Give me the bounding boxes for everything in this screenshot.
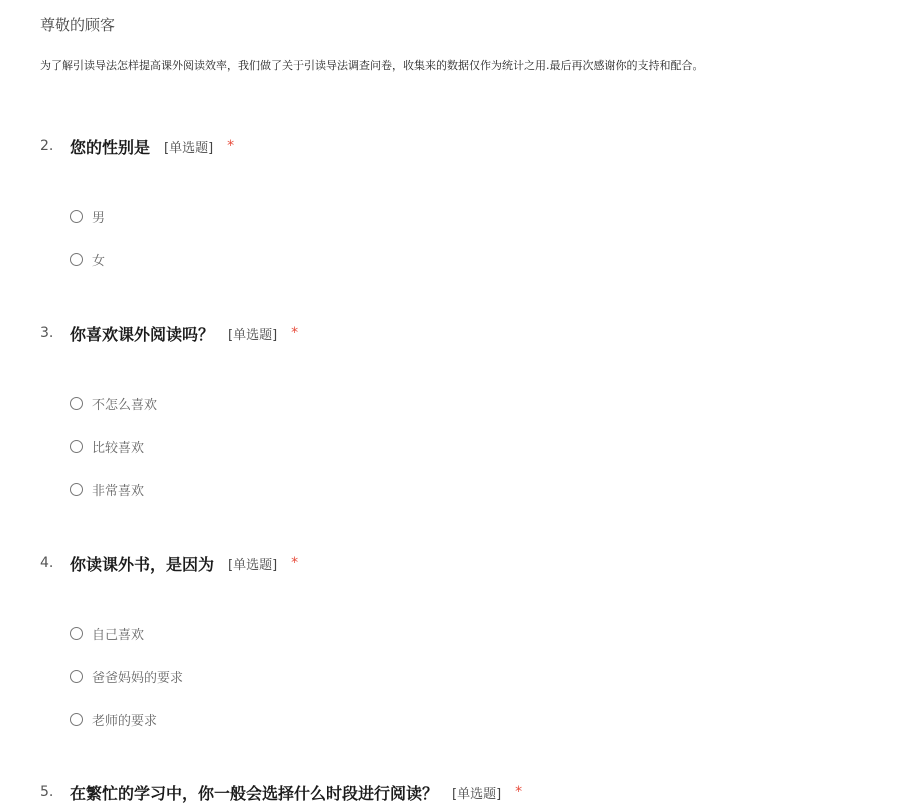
radio-unchecked-icon[interactable]	[70, 483, 83, 496]
option-teacher-request[interactable]	[70, 710, 157, 728]
option-label[interactable]: 非常喜欢	[92, 483, 145, 499]
radio-unchecked-icon[interactable]	[70, 627, 83, 640]
option-self-interest[interactable]	[70, 624, 144, 642]
radio-unchecked-icon[interactable]	[70, 713, 83, 726]
question-3	[40, 322, 298, 344]
question-type: [单选题]	[228, 557, 278, 573]
radio-unchecked-icon[interactable]	[70, 397, 83, 410]
intro-text: 为了解引读导法怎样提高课外阅读效率，我们做了关于引读导法调查问卷，收集来的数据仅作为统计之用.最后再次感谢你的支持和配合。	[40, 59, 704, 72]
question-2	[40, 135, 234, 157]
option-label[interactable]: 女	[92, 253, 106, 269]
option-female[interactable]	[70, 250, 105, 268]
question-title: 你喜欢课外阅读吗？	[70, 324, 215, 344]
question-number: 5.	[40, 784, 54, 800]
radio-unchecked-icon[interactable]	[70, 210, 83, 223]
question-title: 你读课外书，是因为	[70, 554, 215, 574]
radio-unchecked-icon[interactable]	[70, 253, 83, 266]
required-marker: *	[291, 555, 299, 571]
radio-unchecked-icon[interactable]	[70, 670, 83, 683]
required-marker: *	[515, 784, 523, 800]
option-very-much[interactable]	[70, 480, 144, 498]
question-number: 4.	[40, 555, 54, 571]
question-number: 3.	[40, 325, 54, 341]
question-type: [单选题]	[452, 786, 502, 802]
question-number: 2.	[40, 138, 54, 154]
option-label[interactable]: 自己喜欢	[92, 627, 145, 643]
option-fairly[interactable]	[70, 437, 144, 455]
option-label[interactable]: 比较喜欢	[92, 440, 145, 456]
option-label[interactable]: 老师的要求	[92, 713, 158, 729]
option-label[interactable]: 不怎么喜欢	[92, 397, 158, 413]
option-male[interactable]	[70, 207, 105, 225]
radio-unchecked-icon[interactable]	[70, 440, 83, 453]
greeting: 尊敬的顾客	[40, 16, 116, 34]
question-type: [单选题]	[164, 140, 214, 156]
option-label[interactable]: 爸爸妈妈的要求	[92, 670, 184, 686]
option-label[interactable]: 男	[92, 210, 106, 226]
option-not-really[interactable]	[70, 394, 157, 412]
option-parents-request[interactable]	[70, 667, 183, 685]
required-marker: *	[291, 325, 299, 341]
question-title: 您的性别是	[70, 137, 151, 157]
question-4	[40, 552, 298, 574]
required-marker: *	[227, 138, 235, 154]
question-type: [单选题]	[228, 327, 278, 343]
question-title: 在繁忙的学习中，你一般会选择什么时段进行阅读？	[70, 783, 439, 803]
